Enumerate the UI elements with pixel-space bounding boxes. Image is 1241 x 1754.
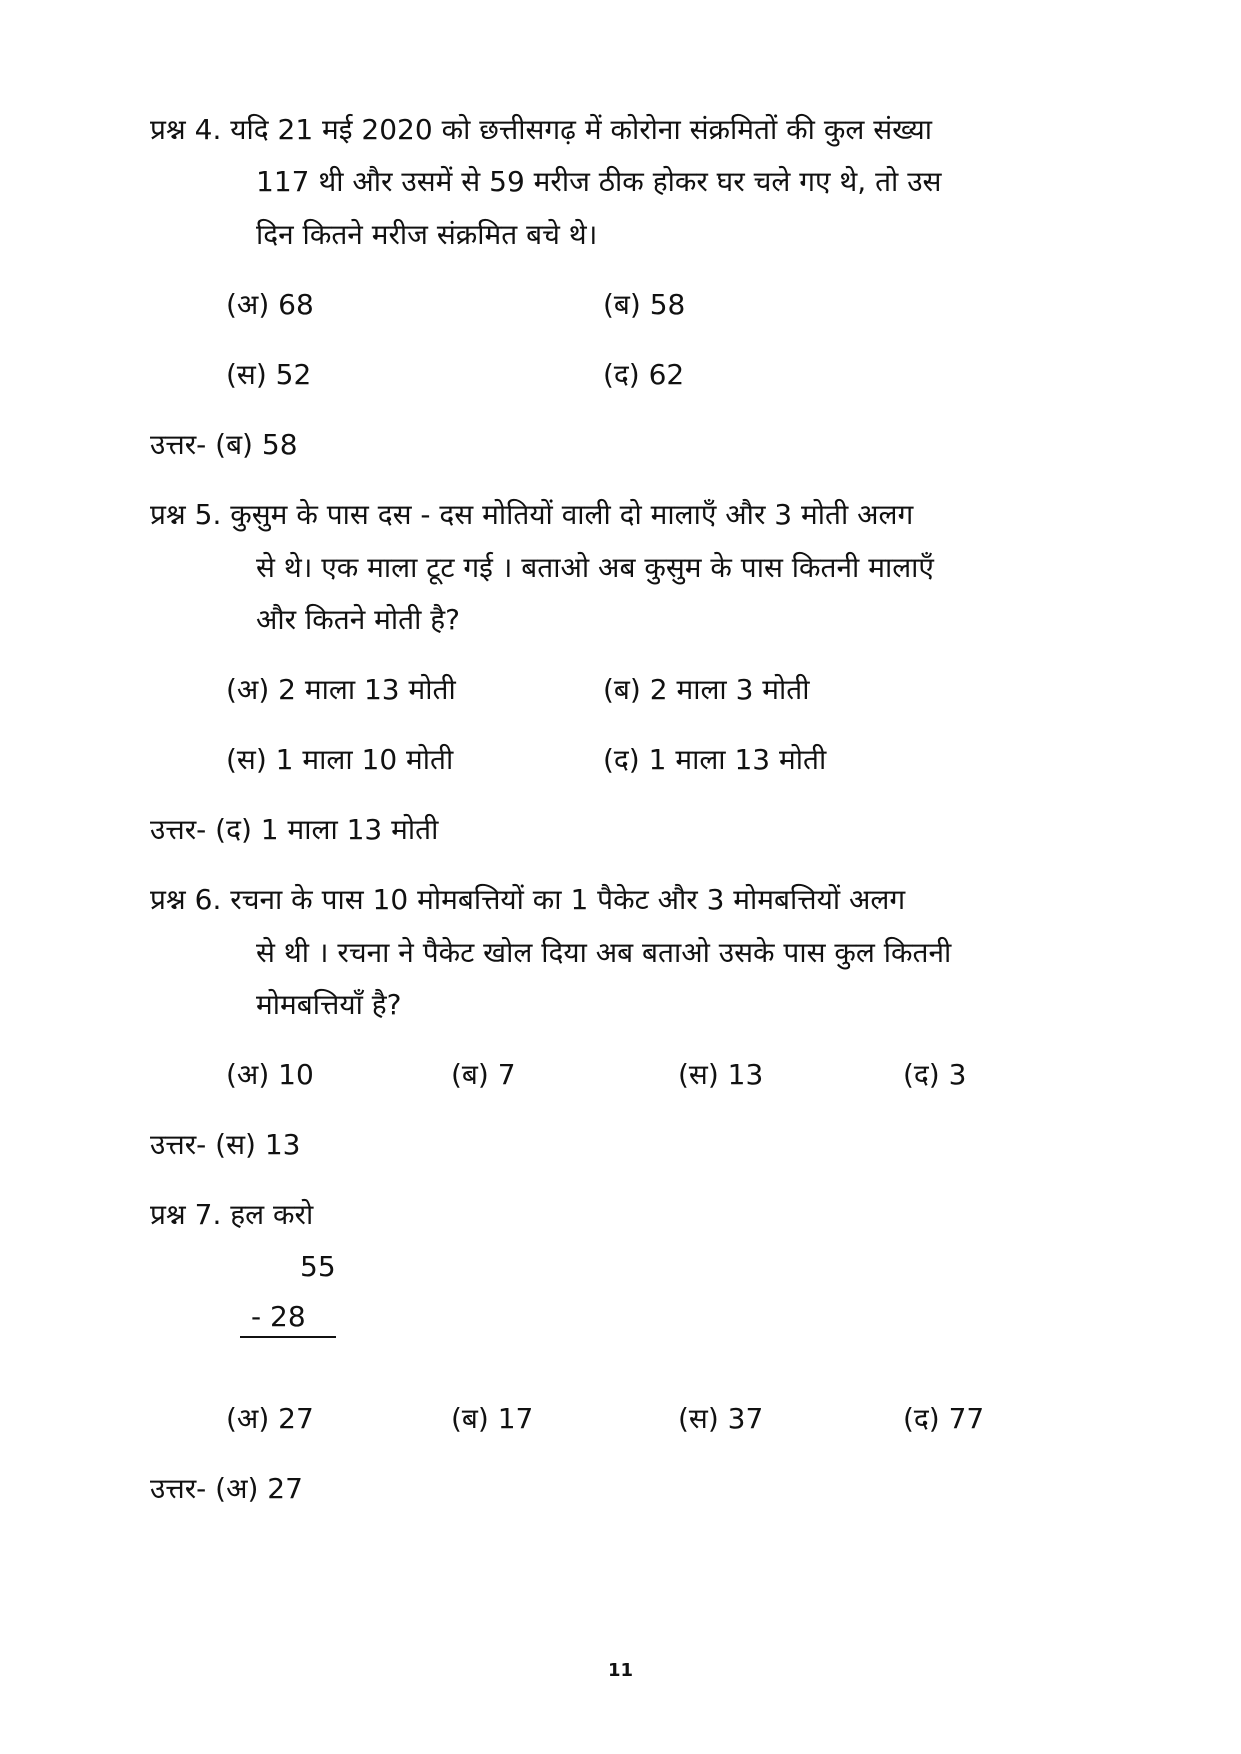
q6-line-3: मोमबत्तियाँ है? — [256, 988, 402, 1021]
q4-answer: उत्तर- (ब) 58 — [150, 428, 298, 461]
q7-sum-underline — [240, 1336, 336, 1338]
q7-option-c: (स) 37 — [678, 1402, 764, 1435]
q5-option-b: (ब) 2 माला 3 मोती — [603, 673, 810, 706]
q4-option-b: (ब) 58 — [603, 288, 686, 321]
q5-answer: उत्तर- (द) 1 माला 13 मोती — [150, 813, 439, 846]
q7-option-b: (ब) 17 — [451, 1402, 534, 1435]
q7-bottom-operand: - 28 — [251, 1300, 306, 1333]
q7-heading: प्रश्न 7. हल करो — [150, 1198, 314, 1231]
q6-answer: उत्तर- (स) 13 — [150, 1128, 301, 1161]
q6-option-c: (स) 13 — [678, 1058, 764, 1091]
page-number: 11 — [607, 1660, 634, 1681]
q5-line-3: और कितने मोती है? — [256, 603, 460, 636]
q4-option-c: (स) 52 — [226, 358, 312, 391]
q6-option-b: (ब) 7 — [451, 1058, 516, 1091]
q5-line-1: प्रश्न 5. कुसुम के पास दस - दस मोतियों वाली दो मालाएँ और 3 मोती अलग — [150, 498, 914, 531]
q7-option-d: (द) 77 — [903, 1402, 985, 1435]
q4-line-1: प्रश्न 4. यदि 21 मई 2020 को छत्तीसगढ़ में कोरोना संक्रमितों की कुल संख्या — [150, 113, 933, 146]
q5-option-d: (द) 1 माला 13 मोती — [603, 743, 827, 776]
q7-option-a: (अ) 27 — [226, 1402, 314, 1435]
q7-answer: उत्तर- (अ) 27 — [150, 1472, 303, 1505]
q6-option-d: (द) 3 — [903, 1058, 967, 1091]
q5-option-c: (स) 1 माला 10 मोती — [226, 743, 454, 776]
q6-option-a: (अ) 10 — [226, 1058, 314, 1091]
q4-line-3: दिन कितने मरीज संक्रमित बचे थे। — [256, 218, 598, 251]
q5-line-2: से थे। एक माला टूट गई । बताओ अब कुसुम के पास कितनी मालाएँ — [256, 551, 934, 584]
q7-top-number: 55 — [300, 1250, 336, 1283]
q6-line-2: से थी । रचना ने पैकेट खोल दिया अब बताओ उसके पास कुल कितनी — [256, 936, 952, 969]
q4-option-d: (द) 62 — [603, 358, 685, 391]
q6-line-1: प्रश्न 6. रचना के पास 10 मोमबत्तियों का 1 पैकेट और 3 मोमबत्तियों अलग — [150, 883, 906, 916]
q5-option-a: (अ) 2 माला 13 मोती — [226, 673, 456, 706]
q4-line-2: 117 थी और उसमें से 59 मरीज ठीक होकर घर चले गए थे, तो उस — [256, 165, 942, 198]
q4-option-a: (अ) 68 — [226, 288, 314, 321]
